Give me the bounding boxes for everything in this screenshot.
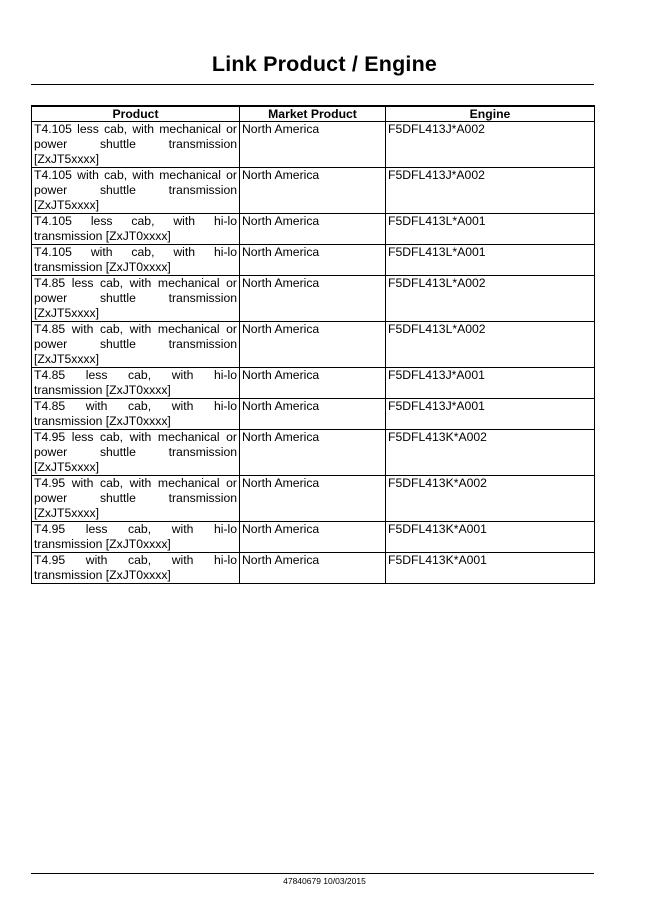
engine-cell: F5DFL413J*A002 bbox=[386, 168, 595, 214]
product-cell: T4.105 with cab, with hi-lo transmission [ZxJT0xxxx] bbox=[32, 245, 240, 276]
table-row bbox=[32, 214, 595, 245]
market-product-cell: North America bbox=[240, 245, 386, 276]
product-cell: T4.85 less cab, with mechanical or power shuttle transmission [ZxJT5xxxx] bbox=[32, 276, 240, 322]
footer-document-reference: 47840679 10/03/2015 bbox=[283, 876, 366, 886]
market-product-cell: North America bbox=[240, 276, 386, 322]
engine-cell: F5DFL413L*A001 bbox=[386, 214, 595, 245]
market-product-cell: North America bbox=[240, 322, 386, 368]
product-cell: T4.105 less cab, with mechanical or power shuttle transmission [ZxJT5xxxx] bbox=[32, 122, 240, 168]
product-cell: T4.95 less cab, with mechanical or power shuttle transmission [ZxJT5xxxx] bbox=[32, 430, 240, 476]
product-cell: T4.105 with cab, with mechanical or power shuttle transmission [ZxJT5xxxx] bbox=[32, 168, 240, 214]
title-divider bbox=[31, 84, 594, 85]
engine-cell: F5DFL413J*A001 bbox=[386, 399, 595, 430]
footer-divider bbox=[31, 873, 594, 874]
market-product-cell: North America bbox=[240, 214, 386, 245]
table-row bbox=[32, 522, 595, 553]
product-cell: T4.85 less cab, with hi-lo transmission [ZxJT0xxxx] bbox=[32, 368, 240, 399]
market-product-cell: North America bbox=[240, 430, 386, 476]
engine-cell: F5DFL413L*A001 bbox=[386, 245, 595, 276]
header-row bbox=[32, 106, 595, 122]
table-row bbox=[32, 168, 595, 214]
market-product-cell: North America bbox=[240, 522, 386, 553]
engine-cell: F5DFL413J*A002 bbox=[386, 122, 595, 168]
product-cell: T4.95 with cab, with hi-lo transmission [ZxJT0xxxx] bbox=[32, 553, 240, 584]
table-row bbox=[32, 399, 595, 430]
table-row bbox=[32, 476, 595, 522]
table-row bbox=[32, 276, 595, 322]
market-product-cell: North America bbox=[240, 399, 386, 430]
table-row bbox=[32, 553, 595, 584]
product-cell: T4.95 less cab, with hi-lo transmission [ZxJT0xxxx] bbox=[32, 522, 240, 553]
engine-cell: F5DFL413K*A002 bbox=[386, 476, 595, 522]
table-body bbox=[32, 122, 595, 584]
product-cell: T4.85 with cab, with mechanical or power shuttle transmission [ZxJT5xxxx] bbox=[32, 322, 240, 368]
product-cell: T4.85 with cab, with hi-lo transmission [ZxJT0xxxx] bbox=[32, 399, 240, 430]
market-product-cell: North America bbox=[240, 168, 386, 214]
engine-cell: F5DFL413J*A001 bbox=[386, 368, 595, 399]
market-product-cell: North America bbox=[240, 553, 386, 584]
engine-cell: F5DFL413L*A002 bbox=[386, 322, 595, 368]
engine-cell: F5DFL413K*A001 bbox=[386, 553, 595, 584]
engine-cell: F5DFL413K*A002 bbox=[386, 430, 595, 476]
product-cell: T4.95 with cab, with mechanical or power shuttle transmission [ZxJT5xxxx] bbox=[32, 476, 240, 522]
engine-cell: F5DFL413L*A002 bbox=[386, 276, 595, 322]
table-row bbox=[32, 430, 595, 476]
market-product-cell: North America bbox=[240, 476, 386, 522]
table-row bbox=[32, 245, 595, 276]
table-header bbox=[32, 106, 595, 122]
header-market-product: Market Product bbox=[240, 106, 386, 122]
engine-cell: F5DFL413K*A001 bbox=[386, 522, 595, 553]
market-product-cell: North America bbox=[240, 368, 386, 399]
header-product: Product bbox=[32, 106, 240, 122]
page-title: Link Product / Engine bbox=[211, 52, 438, 76]
header-engine: Engine bbox=[386, 106, 595, 122]
market-product-cell: North America bbox=[240, 122, 386, 168]
table-row bbox=[32, 322, 595, 368]
table-row bbox=[32, 368, 595, 399]
table-row bbox=[32, 122, 595, 168]
link-product-engine-table bbox=[31, 105, 595, 584]
product-cell: T4.105 less cab, with hi-lo transmission [ZxJT0xxxx] bbox=[32, 214, 240, 245]
